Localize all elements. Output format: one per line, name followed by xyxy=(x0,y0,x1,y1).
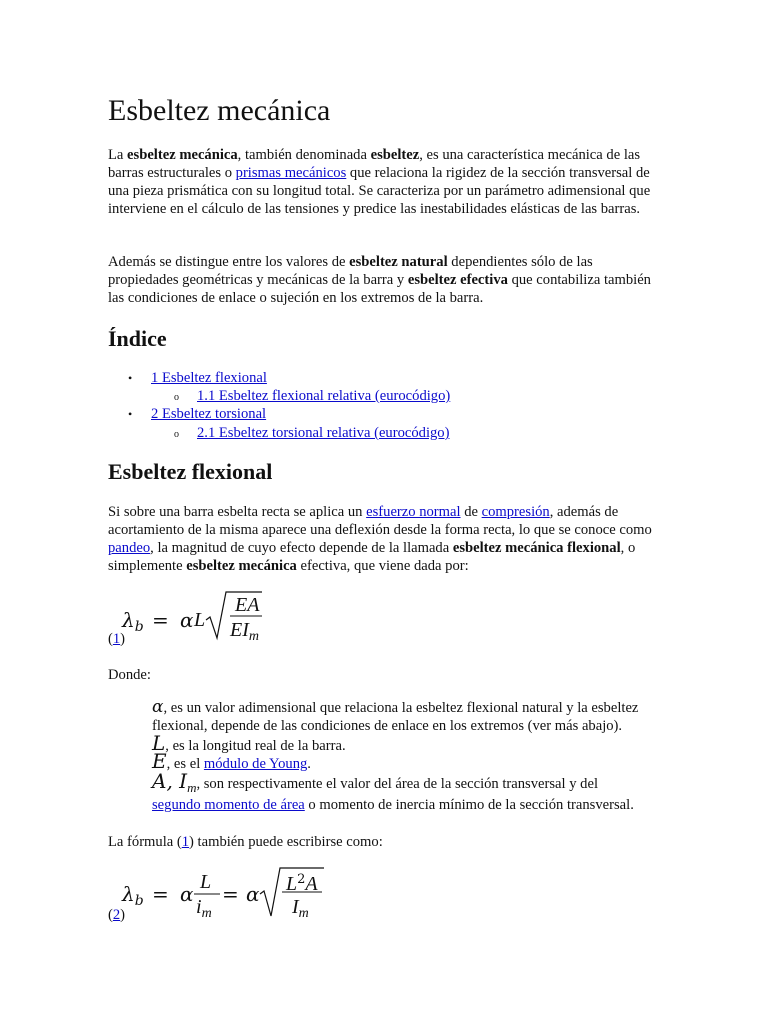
term-esbeltez-natural: esbeltez natural xyxy=(349,254,448,270)
term-esbeltez-mecanica-2: esbeltez mecánica xyxy=(186,558,297,574)
bullet-icon: • xyxy=(128,371,133,385)
circle-bullet-icon: o xyxy=(174,392,179,403)
definition-A-Im: A, $I_m$, son respectivamente el valor del área de la sección transversal y del xyxy=(152,769,599,795)
equation-number-1: (1) xyxy=(108,631,126,647)
section1-paragraph: Si sobre una barra esbelta recta se aplica un esfuerzo normal de compresión, además de acortamiento de la misma aparece una deflexión desde la forma recta, lo que se conoce como pandeo, la magnitud de cuyo efecto depende de la llamada esbeltez mecánica flexional, o simplemente esbeltez mecánica efectiva, que viene dada por: xyxy=(108,504,652,574)
intro-paragraph-1: La esbeltez mecánica, también denominada esbeltez, es una característica mecánica de las barras estructurales o prismas mecánicos que relaciona la rigidez de la sección transversal de una pieza prismática con su longitud total. Se caracteriza por un parámetro adimensional que interviene en el cálculo de las tensiones y predice las inestabilidades elásticas de las barras. xyxy=(108,147,651,217)
bullet-icon: • xyxy=(128,407,133,421)
toc-list xyxy=(108,369,608,449)
term-esbeltez: esbeltez xyxy=(370,147,420,163)
section-heading-esbeltez-flexional: Esbeltez flexional xyxy=(108,459,273,484)
definitions-list: α, es un valor adimensional que relaciona la esbeltez flexional natural y la esbeltez flexional, depende de las condiciones de enlace en los extremos (ver más abajo). L, es la longitud real de la barra. E, es el módulo de Young. A, $I_m$, son respectivamente el valor del área de la sección transversal y del segundo momento de área o momento de inercia mínimo de la sección transversal. xyxy=(152,697,639,813)
term-esbeltez-efectiva: esbeltez efectiva xyxy=(407,272,508,288)
definition-E: E, es el módulo de Young. xyxy=(152,749,311,773)
link-esfuerzo-normal[interactable]: esfuerzo normal xyxy=(366,504,461,520)
link-segundo-momento-de-area[interactable]: segundo momento de área xyxy=(152,797,305,813)
section1-paragraph-2: La fórmula (1) también puede escribirse como: xyxy=(108,834,383,850)
link-modulo-de-young[interactable]: módulo de Young xyxy=(203,756,308,772)
equation-1: $\lambda_b$ = α L EA $EI_m$ (1) xyxy=(108,590,308,650)
definition-alpha: α, es un valor adimensional que relaciona la esbeltez flexional natural y la esbeltez xyxy=(152,697,639,717)
term-esbeltez-mecanica: esbeltez mecánica xyxy=(127,147,238,163)
link-prismas-mecanicos[interactable]: prismas mecánicos xyxy=(235,165,347,181)
term-esbeltez-mecanica-flexional: esbeltez mecánica flexional xyxy=(452,540,621,556)
equation-2: $\lambda_b$ = α L $i_m$ = α $L^2A$ $I_m$ (2) xyxy=(108,866,328,926)
donde-label: Donde: xyxy=(108,667,151,683)
formula-1-ref-link[interactable]: 1 xyxy=(181,834,190,850)
toc-link-flexional-relativa[interactable]: 1.1 Esbeltez flexional relativa (eurocódigo) xyxy=(197,388,451,404)
equation-2-ref-link[interactable]: 2 xyxy=(112,907,121,923)
toc-link-torsional-relativa[interactable]: 2.1 Esbeltez torsional relativa (eurocódigo) xyxy=(197,425,450,441)
toc-heading: Índice xyxy=(108,326,167,351)
toc-link-esbeltez-flexional[interactable]: 1 Esbeltez flexional xyxy=(151,370,267,386)
equation-1-ref-link[interactable]: 1 xyxy=(112,631,121,647)
link-pandeo[interactable]: pandeo xyxy=(108,540,151,556)
equation-number-2: (2) xyxy=(108,907,126,923)
page-title: Esbeltez mecánica xyxy=(108,94,331,127)
toc-link-esbeltez-torsional[interactable]: 2 Esbeltez torsional xyxy=(151,406,267,422)
definition-L: L, es la longitud real de la barra. xyxy=(152,731,346,755)
link-compresion[interactable]: compresión xyxy=(481,504,550,520)
circle-bullet-icon: o xyxy=(174,429,179,440)
intro-paragraph-2: Además se distingue entre los valores de esbeltez natural dependientes sólo de las propiedades geométricas y mecánicas de la barra y esbeltez efectiva que contabiliza también las condiciones de enlace o sujeción en los extremos de la barra. xyxy=(108,254,651,306)
